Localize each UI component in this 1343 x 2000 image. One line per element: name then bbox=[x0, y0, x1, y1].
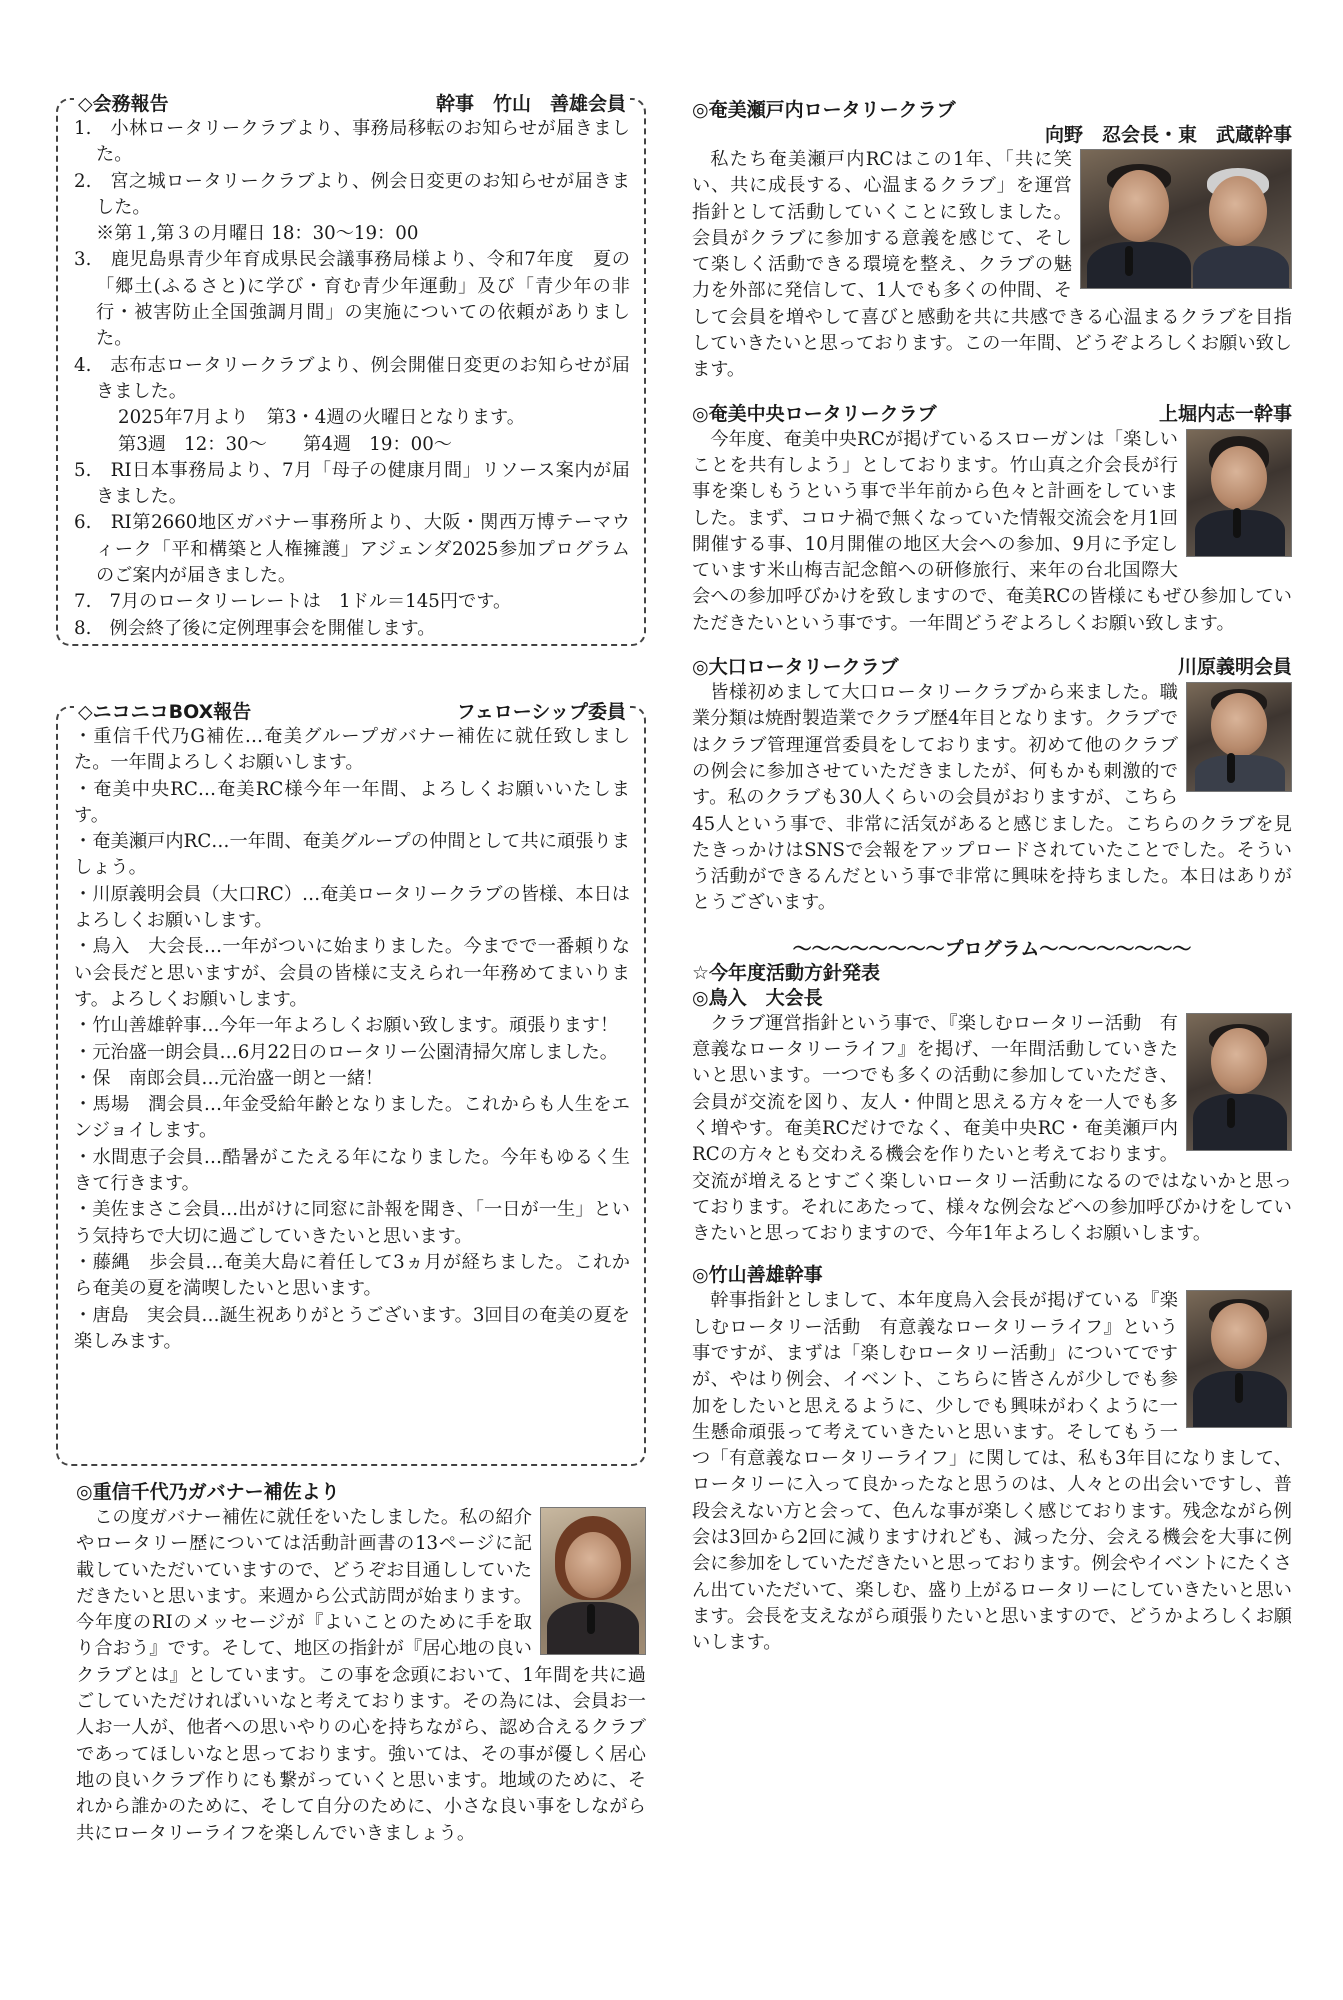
nikoniko-header bbox=[74, 700, 630, 724]
setouchi-text: 私たち奄美瀬戸内RCはこの1年、「共に笑い、共に成長する、心温まるクラブ」を運営指針として活動していくことに致しました。会員がクラブに参加する意義を感じて、そして楽しく活動できる環境を整え、クラブの魅力を外部に発信して、1人でも多くの仲間、そして会員を増やして喜びと感動を共に共感できる心温まるクラブを目指していきたいと思っております。この一年間、どうぞよろしくお願い致します。 bbox=[692, 149, 1292, 381]
takeyama-text: 幹事指針としまして、本年度鳥入会長が掲げている『楽しむロータリー活動 有意義なロータリーライフ』という事ですが、まずは「楽しむロータリー活動」についてですが、やはり例会、イベント、こちらに皆さんが少しでも参加をしたいと思えるように、少しでも興味がわくように一生懸命頑張って考えていきたいと思います。そしてもう一つ「有意義なロータリーライフ」に関しては、私も3年目になりまして、ロータリーに入って良かったなと思うのは、人々との出会いですし、普段会えない方と会って、色んな事が楽しく感じております。残念ながら例会は3回から2回に減りますけれども、減った分、会える機会を大事に例会に参加をしていただきたいと思っております。例会やイベントにたくさん出ていただいて、楽しむ、盛り上がるロータリーにしていきたいと思います。会長を支えながら頑張りたいと思いますので、どうかよろしくお願いします。 bbox=[692, 1290, 1292, 1654]
left-column bbox=[56, 93, 646, 1847]
nikoniko-item: ・竹山善雄幹事…今年一年よろしくお願い致します。頑張ります！ bbox=[74, 1015, 619, 1037]
setouchi-section bbox=[692, 98, 1292, 384]
kaimu-author: 幹事 竹山 善雄会員 bbox=[435, 93, 626, 115]
chuo-body bbox=[692, 427, 1292, 637]
torii-text: クラブ運営指針という事で、『楽しむロータリー活動 有意義なロータリーライフ』を掲げ、一年間活動していきたいと思います。一つでも多くの活動に参加していただき、会員が交流を図り、友人・仲間と思える方々を一人でも多く増やす。奄美RCだけでなく、奄美中央RC・奄美瀬戸内RCの方々とも交わえる機会を作りたいと考えております。交流が増えるとすごく楽しいロータリー活動になるのではないかと思っております。それにあたって、様々な例会などへの参加呼びかけをしていきたいと思っておりますので、今年1年よろしくお願いします。 bbox=[692, 1012, 1292, 1245]
chuo-title: ◎奄美中央ロータリークラブ bbox=[692, 402, 937, 425]
chuo-header bbox=[692, 402, 1292, 427]
nikoniko-body bbox=[74, 724, 630, 1355]
takeyama-section bbox=[692, 1263, 1292, 1656]
right-column bbox=[692, 98, 1292, 1657]
kaimu-item: 3. 鹿児島県青少年育成県民会議事務局様より、令和7年度 夏の「郷土(ふるさと)に学び・育む青少年運動」及び「青少年の非行・被害防止全国強調月間」の実施についての依頼がありました。 bbox=[74, 249, 630, 350]
shigenobu-section bbox=[56, 1480, 646, 1847]
torii-body bbox=[692, 1011, 1292, 1248]
nikoniko-item: ・唐島 実会員…誕生祝ありがとうございます。3回目の奄美の夏を楽しみます。 bbox=[74, 1304, 630, 1352]
shigenobu-body bbox=[76, 1505, 646, 1847]
torii-title: ◎鳥入 大会長 bbox=[692, 986, 823, 1009]
nikoniko-item: ・鳥入 大会長…一年がついに始まりました。今までで一番頼りない会長だと思いますが、会員の皆様に支えられ一年務めてまいります。よろしくお願いします。 bbox=[74, 936, 630, 1010]
okuchi-body bbox=[692, 680, 1292, 917]
kaimu-list bbox=[74, 116, 630, 642]
takeyama-title: ◎竹山善雄幹事 bbox=[692, 1264, 823, 1287]
shigenobu-title-text: ◎重信千代乃ガバナー補佐より bbox=[76, 1481, 340, 1503]
takeyama-header bbox=[692, 1263, 1292, 1288]
torii-header bbox=[692, 986, 1292, 1011]
takeyama-photo bbox=[1186, 1290, 1292, 1428]
nikoniko-item: ・水間恵子会員…酷暑がこたえる年になりました。今年もゆるく生きて行きます。 bbox=[74, 1146, 630, 1195]
kaimu-item: 1. 小林ロータリークラブより、事務局移転のお知らせが届きました。 bbox=[74, 118, 630, 166]
setouchi-title bbox=[692, 98, 1292, 123]
okuchi-title: ◎大口ロータリークラブ bbox=[692, 656, 899, 679]
chuo-text: 今年度、奄美中央RCが掲げているスローガンは「楽しいことを共有しよう」としております。竹山真之介会長が行事を楽しもうという事で半年前から色々と計画をしていました。まず、コロナ禍で無くなっていた情報交流会を月1回開催する事、10月開催の地区大会への参加、9月に予定しています米山梅吉記念館への研修旅行、来年の台北国際大会への参加呼びかけを致しますので、奄美RCの皆様にもぜひ参加していただきたいという事です。一年間どうぞよろしくお願い致します。 bbox=[692, 428, 1292, 634]
nikoniko-item: ・美佐まさこ会員…出がけに同窓に訃報を聞き、「一日が一生」という気持ちで大切に過ごしていきたいと思います。 bbox=[74, 1199, 630, 1247]
kaimu-body bbox=[74, 116, 630, 642]
program-header: ～～～～～～～～プログラム～～～～～～～～ bbox=[792, 937, 1192, 960]
okuchi-header bbox=[692, 655, 1292, 680]
okuchi-author: 川原義明会員 bbox=[1177, 656, 1292, 679]
kaimu-item: 7. 7月のロータリーレートは 1ドル＝145円です。 bbox=[74, 591, 512, 613]
setouchi-photo bbox=[1080, 149, 1292, 289]
torii-photo bbox=[1186, 1013, 1292, 1151]
kaimu-item: 8. 例会終了後に定例理事会を開催します。 bbox=[74, 617, 436, 639]
kaimu-note-2: ※第１,第３の月曜日 18：30～19：00 bbox=[96, 223, 419, 245]
nikoniko-list bbox=[74, 724, 630, 1355]
kaimu-note-4a: 2025年7月より 第3・4週の火曜日となります。 bbox=[118, 407, 525, 429]
nikoniko-item: ・川原義明会員（大口RC）…奄美ロータリークラブの皆様、本日はよろしくお願いします。 bbox=[74, 883, 630, 932]
setouchi-author: 向野 忍会長・東 武蔵幹事 bbox=[1044, 124, 1292, 146]
kaimu-header bbox=[74, 92, 630, 116]
kaimu-item: 2. 宮之城ロータリークラブより、例会日変更のお知らせが届きました。 bbox=[74, 170, 630, 218]
chuo-section bbox=[692, 402, 1292, 637]
program-subheader bbox=[692, 961, 1292, 986]
nikoniko-item: ・重信千代乃G補佐…奄美グループガバナー補佐に就任致しました。一年間よろしくお願いします。 bbox=[74, 726, 630, 774]
nikoniko-item: ・奄美瀬戸内RC…一年間、奄美グループの仲間として共に頑張りましょう。 bbox=[74, 831, 630, 879]
kaimu-report-box bbox=[56, 93, 646, 646]
kaimu-item: 4. 志布志ロータリークラブより、例会開催日変更のお知らせが届きました。 bbox=[74, 354, 630, 402]
chuo-author: 上堀内志一幹事 bbox=[1158, 402, 1292, 425]
kaimu-title: ◇会務報告 bbox=[78, 93, 169, 115]
torii-section bbox=[692, 986, 1292, 1248]
kaimu-note-4b: 第3週 12：30～ 第4週 19：00～ bbox=[118, 433, 452, 455]
shigenobu-text: この度ガバナー補佐に就任をいたしました。私の紹介やロータリー歴については活動計画書の13ページに記載していただいていますので、どうぞお目通ししていただきたいと思います。来週から公式訪問が始まります。今年度のRIのメッセージが『よいことのために手を取り合おう』です。そして、地区の指針が『居心地の良いクラブとは』としています。この事を念頭において、1年間を共に過ごしていただければいいなと考えております。その為には、会員お一人お一人が、他者への思いやりの心を持ちながら、認め合えるクラブであってほしいなと思っております。強いては、その事が優しく居心地の良いクラブ作りにも繋がっていくと思います。地域のために、それから誰かのために、そして自分のために、小さな良い事をしながら共にロータリーライフを楽しんでいきましょう。 bbox=[76, 1507, 646, 1844]
kaimu-item: 6. RI第2660地区ガバナー事務所より、大阪・関西万博テーマウィーク「平和構築と人権擁護」アジェンダ2025参加プログラムのご案内が届きました。 bbox=[74, 512, 630, 587]
chuo-photo bbox=[1186, 429, 1292, 557]
setouchi-title-text: ◎奄美瀬戸内ロータリークラブ bbox=[692, 99, 956, 121]
okuchi-section bbox=[692, 655, 1292, 917]
shigenobu-photo bbox=[540, 1507, 646, 1655]
nikoniko-item: ・馬場 潤会員…年金受給年齢となりました。これからも人生をエンジョイします。 bbox=[74, 1094, 630, 1142]
nikoniko-box bbox=[56, 701, 646, 1466]
kaimu-item: 5. RI日本事務局より、7月「母子の健康月間」リソース案内が届きました。 bbox=[74, 459, 630, 508]
nikoniko-item: ・保 南郎会員…元治盛一朗と一緒！ bbox=[74, 1067, 384, 1089]
shigenobu-title bbox=[76, 1480, 646, 1505]
nikoniko-title: ◇ニコニコBOX報告 bbox=[78, 701, 252, 723]
nikoniko-item: ・藤縄 歩会員…奄美大島に着任して3ヵ月が経ちました。これから奄美の夏を満喫したいと思います。 bbox=[74, 1251, 630, 1300]
nikoniko-item: ・奄美中央RC…奄美RC様今年一年間、よろしくお願いいたします。 bbox=[74, 778, 630, 826]
setouchi-body bbox=[692, 147, 1292, 384]
nikoniko-author: フェローシップ委員 bbox=[456, 701, 626, 723]
nikoniko-item: ・元治盛一朗会員…6月22日のロータリー公園清掃欠席しました。 bbox=[74, 1041, 618, 1063]
program-subheader-text: ☆今年度活動方針発表 bbox=[692, 961, 881, 984]
okuchi-text: 皆様初めまして大口ロータリークラブから来ました。職業分類は焼酎製造業でクラブ歴4年目となります。クラブではクラブ管理運営委員をしております。初めて他のクラブの例会に参加させていただきましたが、何もかも刺激的です。私のクラブも30人くらいの会員がおりますが、こちら45人という事で、非常に活気があると感じました。こちらのクラブを見たきっかけはSNSで会報をアップロードされていたことでした。そういう活動ができるんだという事で非常に興味を持ちました。本日はありがとうございます。 bbox=[692, 682, 1292, 914]
okuchi-photo bbox=[1186, 682, 1292, 792]
program-section bbox=[692, 937, 1292, 986]
takeyama-body bbox=[692, 1288, 1292, 1656]
